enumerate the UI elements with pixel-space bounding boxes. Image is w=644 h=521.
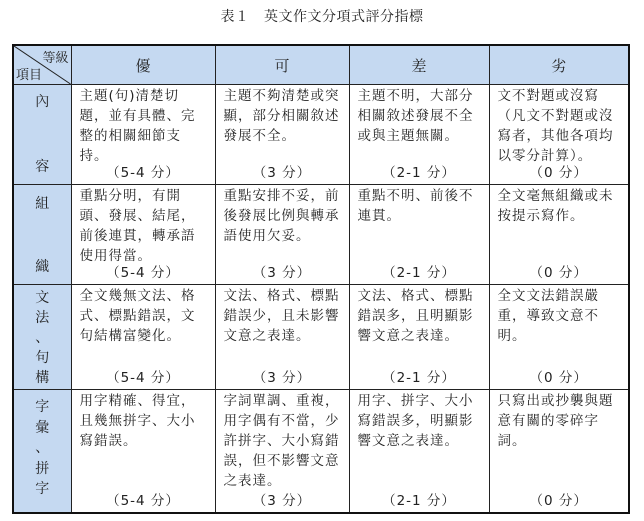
- row-header-char: 內: [35, 94, 50, 110]
- rubric-cell: [71, 285, 215, 390]
- rubric-cell: [489, 390, 629, 514]
- rubric-cell: [215, 285, 349, 390]
- column-header-excellent: 優: [71, 45, 215, 85]
- cell-description: 全文文法錯誤嚴重，導致文意不明。: [497, 288, 599, 344]
- cell-description: 重點分明，有開頭、發展、結尾，前後連貫，轉承語使用得當。: [79, 188, 196, 264]
- cell-score: （0 分）: [529, 165, 588, 181]
- table-row-organization: [13, 185, 629, 285]
- column-header-fair: 可: [215, 45, 349, 85]
- row-header-content: [13, 85, 71, 185]
- cell-description: 重點安排不妥，前後發展比例與轉承語使用欠妥。: [223, 188, 340, 244]
- row-header-grammar: [13, 285, 71, 390]
- row-header-vocabulary: [13, 390, 71, 514]
- rubric-cell: [349, 285, 489, 390]
- cell-score: （5-4 分）: [106, 165, 180, 181]
- row-header-char: 組: [35, 196, 50, 212]
- column-header-poor: 差: [349, 45, 489, 85]
- rubric-cell: [215, 185, 349, 285]
- cell-score: （5-4 分）: [106, 493, 180, 509]
- rubric-cell: [489, 85, 629, 185]
- cell-score: （0 分）: [529, 370, 588, 386]
- row-header-char: 字: [35, 481, 50, 497]
- rubric-cell: [71, 185, 215, 285]
- cell-score: （3 分）: [252, 493, 312, 509]
- cell-description: 文法、格式、標點錯誤少，且未影響文意之表達。: [223, 288, 340, 344]
- cell-score: （5-4 分）: [106, 265, 180, 281]
- cell-score: （3 分）: [252, 370, 312, 386]
- row-header-char: 構: [35, 370, 50, 386]
- column-header-bad: 劣: [489, 45, 629, 85]
- cell-score: （2-1 分）: [382, 370, 456, 386]
- cell-score: （2-1 分）: [382, 265, 456, 281]
- table-row-content: [13, 85, 629, 185]
- item-label: 項目: [16, 68, 43, 83]
- rubric-cell: [489, 285, 629, 390]
- rubric-cell: [349, 185, 489, 285]
- cell-description: 只寫出或抄襲與題意有關的零碎字詞。: [497, 393, 614, 449]
- rubric-cell: [349, 85, 489, 185]
- row-header-char: 拼: [35, 460, 50, 477]
- cell-score: （2-1 分）: [382, 165, 456, 181]
- row-header-char: 容: [35, 159, 50, 175]
- cell-score: （0 分）: [529, 265, 588, 281]
- row-header-char: 織: [35, 259, 50, 275]
- rubric-table: [12, 44, 630, 514]
- row-header-char: 、: [35, 330, 50, 346]
- cell-score: （0 分）: [529, 493, 588, 509]
- table-row-vocabulary: [13, 390, 629, 514]
- grade-label: 等級: [42, 51, 69, 66]
- corner-header: [13, 45, 71, 85]
- cell-description: 字詞單調、重複，用字偶有不當，少許拼字、大小寫錯誤，但不影響文意之表達。: [223, 393, 340, 489]
- cell-description: 主題(句)清楚切題，並有具體、完整的相關細節支持。: [79, 88, 196, 164]
- rubric-cell: [215, 85, 349, 185]
- cell-description: 文法、格式、標點錯誤多，且明顯影響文意之表達。: [357, 288, 474, 344]
- row-header-char: 文: [35, 290, 50, 306]
- cell-description: 主題不明，大部分相關敘述發展不全或與主題無關。: [357, 88, 474, 144]
- cell-description: 主題不夠清楚或突顯，部分相關敘述發展不全。: [223, 88, 340, 144]
- cell-description: 全文幾無文法、格式、標點錯誤，文句結構富變化。: [79, 288, 196, 344]
- rubric-cell: [71, 85, 215, 185]
- cell-description: 用字精確、得宜，且幾無拼字、大小寫錯誤。: [79, 393, 196, 449]
- cell-score: （5-4 分）: [106, 370, 180, 386]
- rubric-cell: [349, 390, 489, 514]
- row-header-char: 句: [35, 350, 50, 366]
- rubric-cell: [71, 390, 215, 514]
- cell-score: （3 分）: [252, 165, 312, 181]
- cell-description: 重點不明、前後不連貫。: [357, 188, 474, 224]
- cell-description: 文不對題或沒寫（凡文不對題或沒寫者，其他各項均以零分計算）。: [497, 88, 614, 164]
- cell-score: （2-1 分）: [382, 493, 456, 509]
- table-caption: 表１ 英文作文分項式評分指標: [220, 9, 424, 25]
- row-header-char: 法: [35, 310, 50, 326]
- cell-score: （3 分）: [252, 265, 312, 281]
- header-row: [13, 45, 629, 85]
- rubric-cell: [489, 185, 629, 285]
- row-header-char: 、: [35, 440, 50, 456]
- row-header-char: 彙: [35, 419, 50, 436]
- cell-description: 全文毫無組織或未按提示寫作。: [497, 188, 614, 224]
- row-header-char: 字: [35, 399, 50, 415]
- table-row-grammar: [13, 285, 629, 390]
- row-header-organization: [13, 185, 71, 285]
- rubric-cell: [215, 390, 349, 514]
- cell-description: 用字、拼字、大小寫錯誤多，明顯影響文意之表達。: [357, 393, 474, 449]
